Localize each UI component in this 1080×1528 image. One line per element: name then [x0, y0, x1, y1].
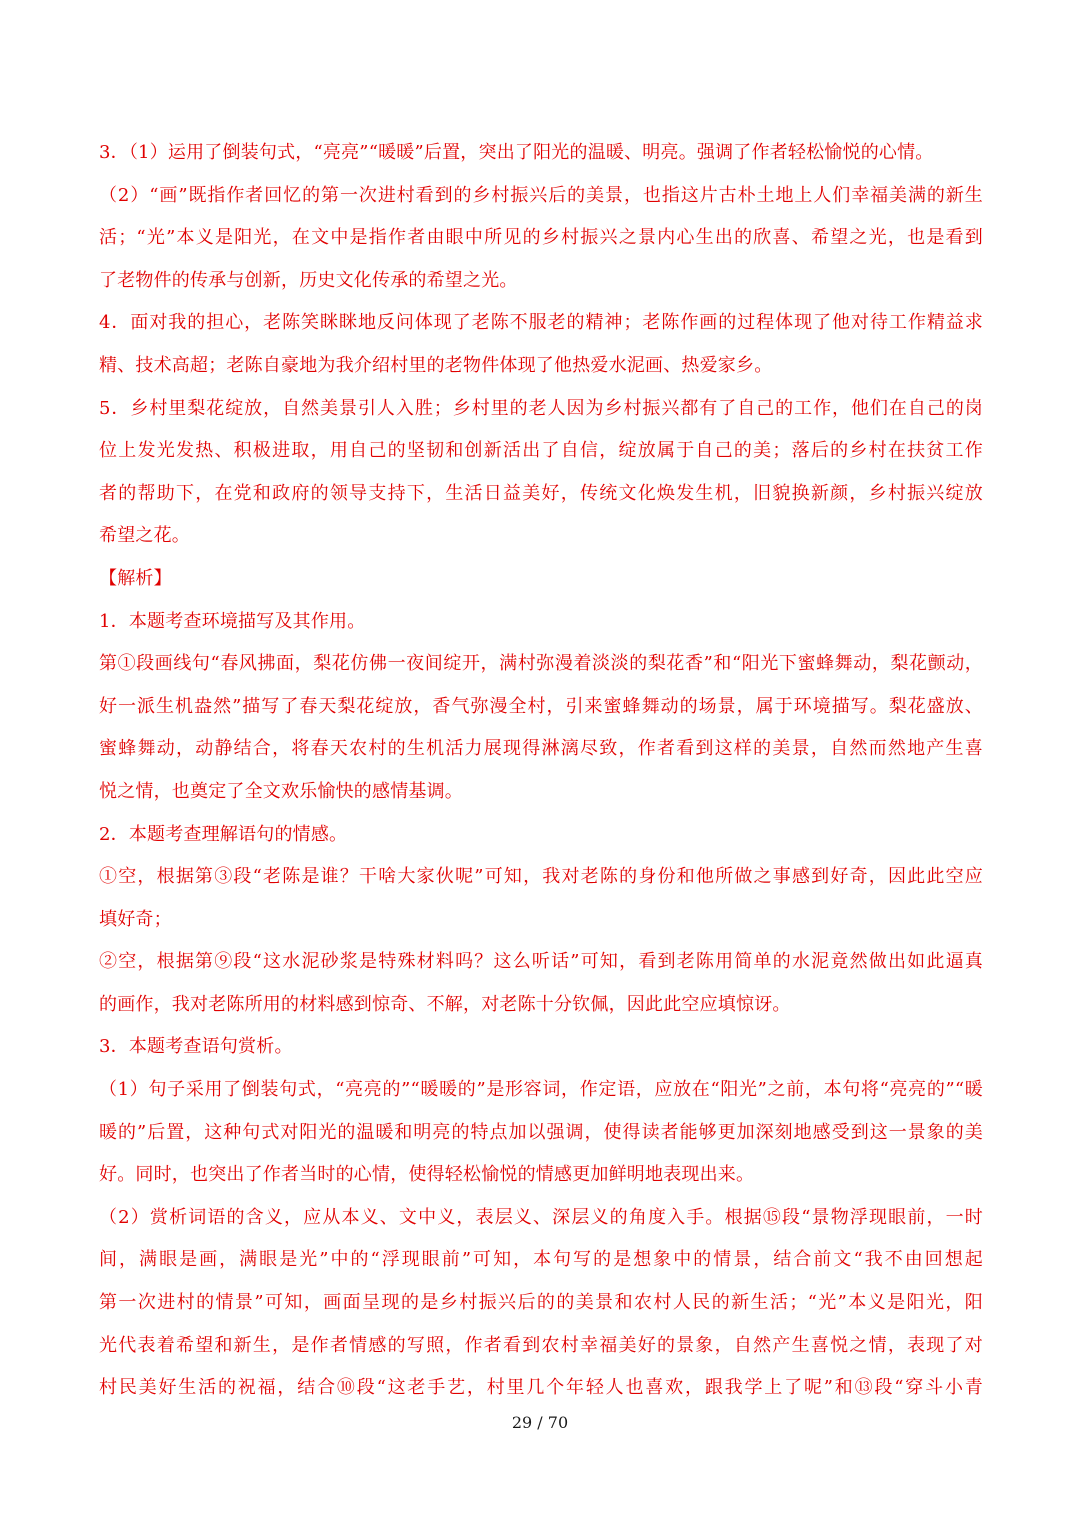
text-line: 位上发光发热、积极进取，用自己的坚韧和创新活出了自信，绽放属于自己的美；落后的乡村在扶贫工作 [99, 440, 983, 462]
text-line: 4．面对我的担心，老陈笑眯眯地反问体现了老陈不服老的精神；老陈作画的过程体现了他对待工作精益求 [99, 312, 983, 334]
page-number: 29 / 70 [511, 1413, 569, 1432]
text-line: 2．本题考查理解语句的情感。 [99, 823, 348, 845]
text-line: 村民美好生活的祝福，结合⑩段“这老手艺，村里几个年轻人也喜欢，跟我学上了呢”和⑬段“穿斗小青 [99, 1377, 983, 1399]
text-line: 3．本题考查语句赏析。 [99, 1036, 293, 1058]
text-line: （1）句子采用了倒装句式，“亮亮的”“暖暖的”是形容词，作定语，应放在“阳光”之前，本句将“亮亮的”“暖 [99, 1079, 983, 1101]
text-line: ①空，根据第③段“老陈是谁？干啥大家伙呢”可知，我对老陈的身份和他所做之事感到好奇，因此此空应 [99, 866, 983, 888]
text-line: 【解析】 [99, 567, 172, 589]
text-line: 蜜蜂舞动，动静结合，将春天农村的生机活力展现得淋漓尽致，作者看到这样的美景，自然而然地产生喜 [99, 738, 983, 760]
text-line: 1．本题考查环境描写及其作用。 [99, 610, 366, 632]
text-line: 好。同时，也突出了作者当时的心情，使得轻松愉悦的情感更加鲜明地表现出来。 [99, 1164, 755, 1186]
text-line: （2）“画”既指作者回忆的第一次进村看到的乡村振兴后的美景，也指这片古朴土地上人们幸福美满的新生 [99, 184, 983, 206]
text-line: 3．（1）运用了倒装句式，“亮亮”“暖暖”后置，突出了阳光的温暖、明亮。强调了作者轻松愉悦的心情。 [99, 142, 934, 163]
text-line: 光代表着希望和新生，是作者情感的写照，作者看到农村幸福美好的景象，自然产生喜悦之情，表现了对 [99, 1334, 983, 1356]
answer-text-body [99, 132, 983, 1410]
text-line: 者的帮助下，在党和政府的领导支持下，生活日益美好，传统文化焕发生机，旧貌换新颜，乡村振兴绽放 [99, 482, 983, 504]
text-line: 了老物件的传承与创新，历史文化传承的希望之光。 [99, 269, 518, 291]
text-line: 填好奇； [99, 908, 172, 930]
text-line: （2）赏析词语的含义，应从本义、文中义，表层义、深层义的角度入手。根据⑮段“景物浮现眼前，一时 [99, 1206, 983, 1228]
text-line: ②空，根据第⑨段“这水泥砂浆是特殊材料吗？这么听话”可知，看到老陈用简单的水泥竟然做出如此逼真 [99, 951, 983, 973]
text-line: 悦之情，也奠定了全文欢乐愉快的感情基调。 [99, 780, 463, 802]
text-line: 的画作，我对老陈所用的材料感到惊奇、不解，对老陈十分钦佩，因此此空应填惊讶。 [99, 993, 791, 1015]
text-line: 5．乡村里梨花绽放，自然美景引人入胜；乡村里的老人因为乡村振兴都有了自己的工作，他们在自己的岗 [99, 397, 983, 419]
text-line: 第①段画线句“春风拂面，梨花仿佛一夜间绽开，满村弥漫着淡淡的梨花香”和“阳光下蜜蜂舞动，梨花颤动， [99, 653, 983, 675]
text-line: 希望之花。 [99, 525, 190, 547]
text-line: 间，满眼是画，满眼是光”中的“浮现眼前”可知，本句写的是想象中的情景，结合前文“我不由回想起 [99, 1249, 983, 1271]
text-line: 精、技术高超；老陈自豪地为我介绍村里的老物件体现了他热爱水泥画、热爱家乡。 [99, 354, 773, 376]
text-line: 好一派生机盎然”描写了春天梨花绽放，香气弥漫全村，引来蜜蜂舞动的场景，属于环境描写。梨花盛放、 [99, 695, 983, 717]
text-line: 暖的”后置，这种句式对阳光的温暖和明亮的特点加以强调，使得读者能够更加深刻地感受到这一景象的美 [99, 1121, 983, 1143]
text-line: 活；“光”本义是阳光，在文中是指作者由眼中所见的乡村振兴之景内心生出的欣喜、希望之光，也是看到 [99, 227, 983, 249]
text-line: 第一次进村的情景”可知，画面呈现的是乡村振兴后的的美景和农村人民的新生活；“光”本义是阳光，阳 [99, 1292, 983, 1314]
